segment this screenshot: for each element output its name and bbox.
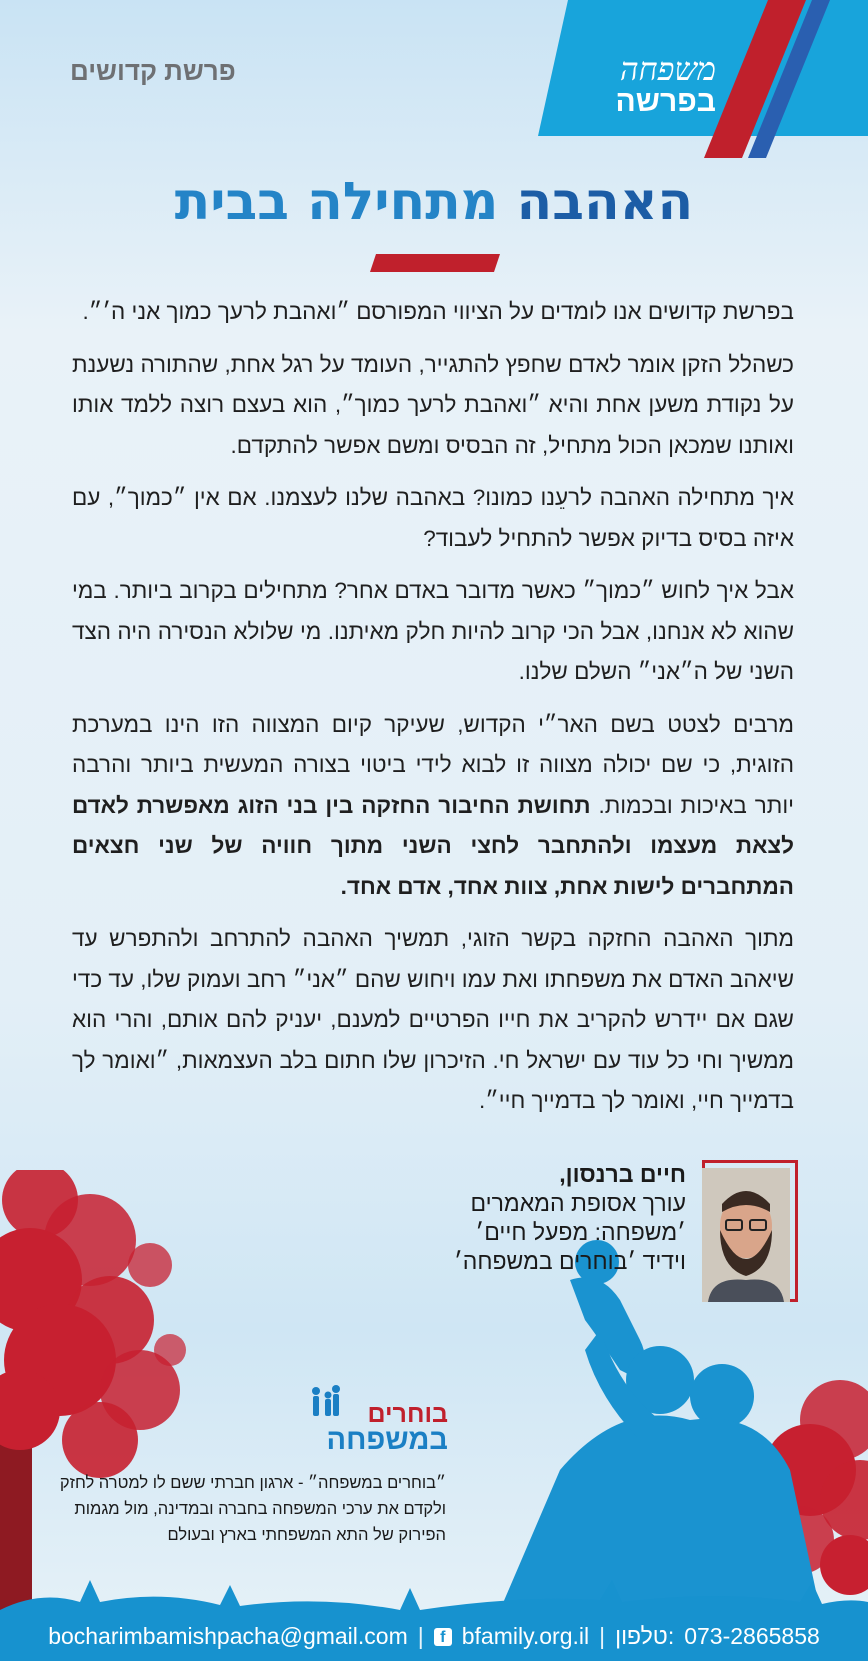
paragraph-5-bold: תחושת החיבור החזקה בין בני הזוג מאפשרת לאדם לצאת מעצמו ולהתחבר לחצי השני מתוך חוויה של שני חצאים המתחברים לישות אחת, צוות אחד, אדם אחד.: [72, 792, 794, 899]
parasha-label: פרשת קדושים: [70, 56, 236, 86]
logo-script-text: משפחה: [619, 50, 716, 88]
facebook-icon[interactable]: f: [434, 1628, 452, 1646]
website-link[interactable]: bfamily.org.il: [461, 1623, 590, 1649]
author-line-2: ׳משפחה: מפעל חיים׳: [475, 1219, 686, 1245]
article-body: [72, 292, 794, 1134]
title-underline: [370, 254, 500, 272]
author-photo: [702, 1168, 790, 1302]
paragraph-1: בפרשת קדושים אנו לומדים על הציווי המפורסם ״ואהבת לרעך כמוך אני ה׳״.: [82, 299, 794, 324]
contact-footer: [0, 1612, 868, 1661]
phone-label: טלפון:: [615, 1623, 675, 1649]
author-line-3: וידיד ׳בוחרים במשפחה׳: [453, 1248, 686, 1274]
paragraph-2: כשהלל הזקן אומר לאדם שחפץ להתגייר, העומד על רגל אחת, שהתורה נשענת על נקודת משען אחת והיא ״ואהבת לרעך כמוך״, הוא בעצם רוצה ללמד אותו ואותנו שמכאן הכול מתחיל, זה הבסיס ומשם אפשר להתקדם.: [72, 351, 794, 458]
author-name: חיים ברנסון,: [559, 1161, 686, 1187]
left-tree-icon: [0, 1170, 186, 1630]
paragraph-3: איך מתחילה האהבה לרעֵנו כמונו? באהבה שלנו לעצמנו. אם אין ״כמוך״, עם איזה בסיס בדיוק אפשר להתחיל לעבוד?: [72, 485, 794, 551]
phone-number[interactable]: 073-2865858: [684, 1623, 820, 1649]
paragraph-6: מתוך האהבה החזקה בקשר הזוגי, תמשיך האהבה להתרחב ולהתפרש עד שיאהב האדם את משפחתו ואת עמו ויחוש שהם ״אני״ רחב ועמוק שלו, עד כדי שגם אם יידרש להקריב את חייו הפרטיים למענם, יעניק להם אותם, והרי הוא ממשיך וחי כל עוד עם ישראל חי. הזיכרון שלו חתום בלב העצמאות, ״ואומר לך בדמייך חיי, ואומר לך בדמייך חיי״.: [72, 926, 794, 1113]
footer-divider: |: [417, 1623, 424, 1649]
title-part-2: מתחילה בבית: [174, 172, 499, 232]
org-name-line-2: במשפחה: [326, 1424, 448, 1456]
article-title: [0, 172, 868, 232]
header: [0, 0, 868, 160]
author-line-1: עורך אסופת המאמרים: [470, 1190, 686, 1216]
brand-logo-text: [616, 52, 716, 118]
paragraph-4: אבל איך לחוש ״כמוך״ כאשר מדובר באדם אחר? מתחילים בקרוב ביותר. במי שהוא לא אנחנו, אבל הכי קרוב להיות חלק מאיתנו. מי שלולא הנסירה היה הצד השני של ה״אני״ השלם שלנו.: [72, 578, 794, 684]
footer-divider: |: [599, 1623, 606, 1649]
contact-email[interactable]: bocharimbamishpacha@gmail.com: [48, 1623, 408, 1649]
org-name-line-1: בוחרים: [367, 1400, 448, 1428]
logo-bold-text: בפרשה: [615, 85, 716, 118]
paragraph-5-plain: מרבים לצטט בשם האר״י הקדוש, שעיקר קיום המצווה הזו הינו במערכת הזוגית, כי שם יכולה מצווה זו לבוא לידי ביטוי בצורה המעשית ביותר והרבה יותר באיכות ובכמות.: [72, 711, 795, 818]
paragraph-5: [72, 705, 794, 908]
org-description: ״בוחרים במשפחה״ - ארגון חברתי ששם לו למטרה לחזק ולקדם את ערכי המשפחה בחברה ובמדינה, מול מגמות הפירוק של התא המשפחתי בארץ ובעולם: [59, 1474, 446, 1544]
title-part-1: האהבה: [498, 172, 694, 232]
avatar-icon: [702, 1168, 790, 1302]
author-credit: [380, 1160, 686, 1276]
